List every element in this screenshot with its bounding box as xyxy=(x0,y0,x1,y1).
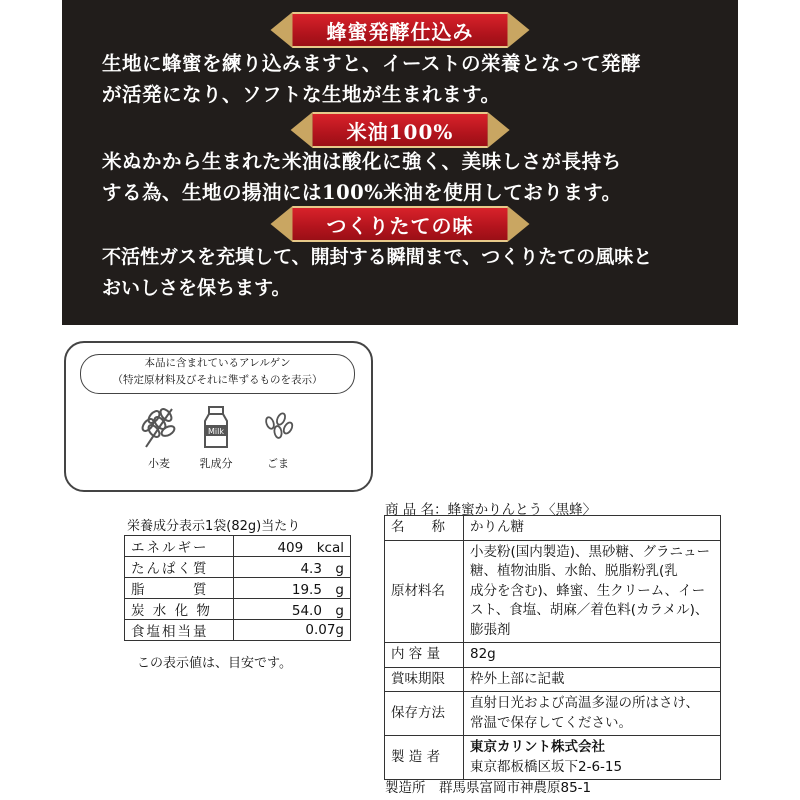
label-key: 内 容 量 xyxy=(385,643,464,668)
allergen-label: 小麦 xyxy=(148,457,170,470)
nutrition-note: この表示値は、目安です。 xyxy=(137,656,292,671)
label-key: 原材料名 xyxy=(385,540,464,643)
promo-text-block xyxy=(102,48,722,110)
milk-icon-text: Milk xyxy=(208,427,224,436)
nutrient-name: 炭 水 化 物 xyxy=(125,599,234,620)
label-key: 賞味期限 xyxy=(385,667,464,692)
promo-heading: つくりたての味 xyxy=(293,206,508,242)
promo-text-block xyxy=(102,242,722,304)
label-key: 保存方法 xyxy=(385,692,464,736)
table-row xyxy=(385,667,721,692)
table-row xyxy=(385,540,721,643)
promo-panel xyxy=(62,0,738,325)
ribbon-right-tip xyxy=(487,112,509,148)
promo-line: が活発になり、ソフトな生地が生まれます。 xyxy=(102,83,501,106)
nutrient-name: 食塩相当量 xyxy=(125,620,234,641)
label-value-line: 東京カリント株式会社 xyxy=(470,739,605,755)
allergen-title xyxy=(80,354,355,394)
promo-line: おいしさを保ちます。 xyxy=(102,277,291,299)
promo-line: 生地に蜂蜜を練り込みますと、イーストの栄養となって発酵 xyxy=(102,52,642,75)
sesame-icon xyxy=(261,405,295,449)
label-value xyxy=(464,516,721,541)
table-row xyxy=(125,599,351,620)
table-row xyxy=(125,620,351,641)
promo-heading-ribbon xyxy=(271,206,530,242)
product-label-table xyxy=(384,515,721,780)
label-value-line: 膨張剤 xyxy=(470,621,511,638)
allergen-box xyxy=(64,341,373,492)
nutrition-title: 栄養成分表示1袋(82g)当たり xyxy=(127,519,301,534)
promo-heading: 米油100% xyxy=(313,112,488,148)
label-value xyxy=(464,643,721,668)
promo-line: 不活性ガスを充填して、開封する瞬間まで、つくりたての風味と xyxy=(102,246,653,268)
nutrient-name: 脂 質 xyxy=(125,578,234,599)
nutrient-value: 19.5 g xyxy=(234,578,351,599)
allergen-title-line: 本品に含まれているアレルゲン xyxy=(144,357,291,369)
milk-bottle-icon xyxy=(201,405,231,449)
label-value-line: 糖、植物油脂、水飴、脱脂粉乳(乳 xyxy=(470,563,678,579)
promo-line: 米ぬかから生まれた米油は酸化に強く、美味しさが長持ち xyxy=(102,150,622,173)
label-key: 名 称 xyxy=(385,516,464,541)
label-value-line: スト、食塩、胡麻／着色料(カラメル)、 xyxy=(470,602,709,618)
product-name: 商 品 名：蜂蜜かりんとう〈黒蜂〉 xyxy=(385,502,597,518)
label-value xyxy=(464,540,721,643)
label-value xyxy=(464,667,721,692)
allergen-title-line: （特定原材料及びそれに準ずるものを表示） xyxy=(112,374,323,386)
wheat-icon xyxy=(138,405,180,449)
nutrient-name: エネルギー xyxy=(125,536,234,557)
ribbon-right-tip xyxy=(508,12,530,48)
label-value xyxy=(464,736,721,780)
ribbon-left-tip xyxy=(271,206,293,242)
table-row xyxy=(385,643,721,668)
promo-text-block xyxy=(102,146,722,208)
allergen-label: ごま xyxy=(267,457,289,470)
label-value-line: 常温で保存してください。 xyxy=(470,714,632,731)
promo-line: する為、生地の揚油には100%米油を使用しております。 xyxy=(102,181,622,204)
nutrient-value: 54.0 g xyxy=(234,599,351,620)
table-row xyxy=(125,578,351,599)
label-value-line: 小麦粉(国内製造)、黒砂糖、グラニュー xyxy=(470,543,711,560)
nutrient-value: 409 kcal xyxy=(234,536,351,557)
table-row xyxy=(385,736,721,780)
label-key: 製 造 者 xyxy=(385,736,464,780)
table-row xyxy=(125,557,351,578)
table-row xyxy=(385,516,721,541)
label-value xyxy=(464,692,721,736)
table-row xyxy=(125,536,351,557)
label-value-line: 82g xyxy=(470,646,496,662)
allergen-label: 乳成分 xyxy=(199,457,233,470)
table-row xyxy=(385,692,721,736)
promo-heading: 蜂蜜発酵仕込み xyxy=(293,12,508,48)
promo-heading-ribbon xyxy=(291,112,510,148)
ribbon-left-tip xyxy=(291,112,313,148)
promo-heading-ribbon xyxy=(271,12,530,48)
nutrient-name: たんぱく質 xyxy=(125,557,234,578)
label-value-line: 東京都板橋区坂下2-6-15 xyxy=(470,758,623,775)
factory-line: 製造所 群馬県富岡市神農原85-1 xyxy=(385,780,592,796)
label-value-line: 枠外上部に記載 xyxy=(470,670,565,687)
ribbon-right-tip xyxy=(508,206,530,242)
allergen-item-milk xyxy=(181,405,251,471)
label-value-line: 直射日光および高温多湿の所はさけ、 xyxy=(470,695,699,711)
nutrient-value: 4.3 g xyxy=(234,557,351,578)
allergen-item-sesame xyxy=(243,405,313,471)
nutrition-table xyxy=(124,535,351,641)
label-value-line: 成分を含む)、蜂蜜、生クリーム、イー xyxy=(470,582,706,599)
ribbon-left-tip xyxy=(271,12,293,48)
label-value-line: かりん糖 xyxy=(470,519,524,535)
nutrient-value: 0.07g xyxy=(234,620,351,641)
